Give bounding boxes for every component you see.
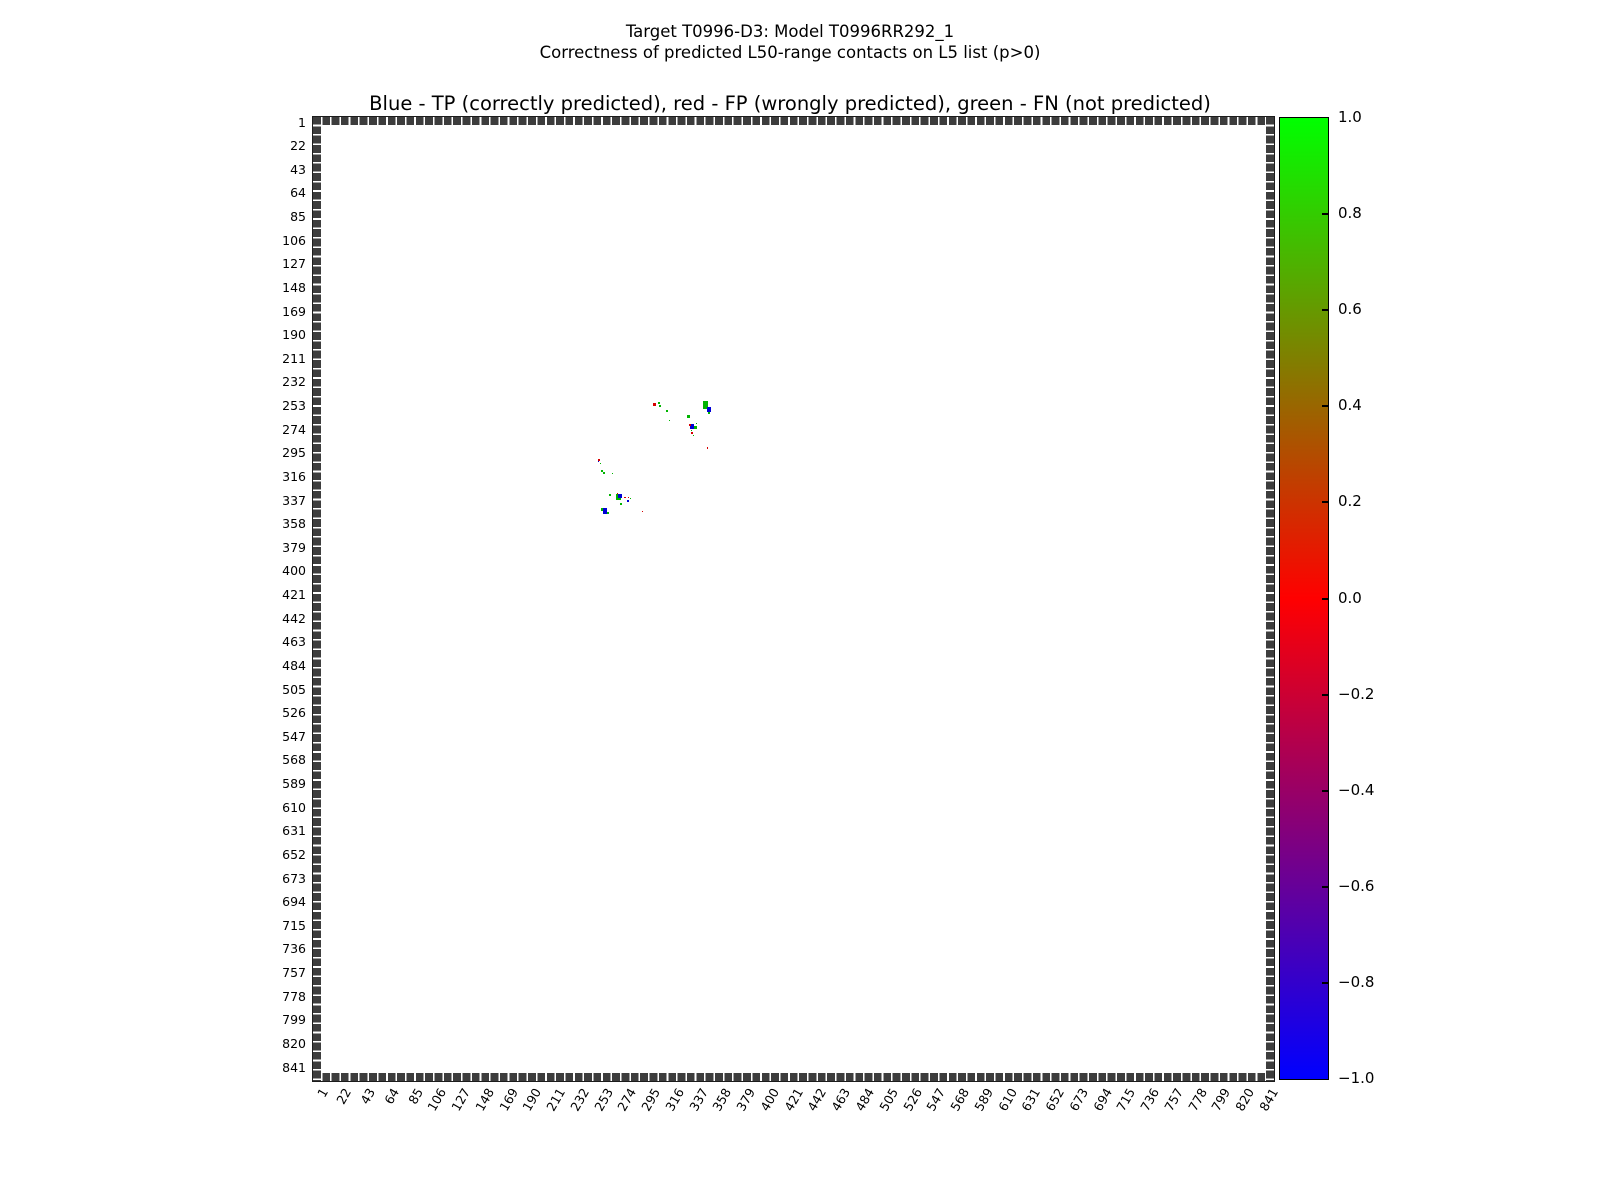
y-tick-label: 736 bbox=[282, 941, 306, 957]
contact-point-fp bbox=[642, 511, 643, 512]
y-tick-label: 64 bbox=[290, 185, 306, 201]
x-tick-label: 85 bbox=[404, 1085, 426, 1107]
x-tick-label: 127 bbox=[448, 1085, 474, 1114]
y-tick-label: 232 bbox=[282, 374, 306, 390]
x-tick-label: 337 bbox=[685, 1085, 711, 1114]
x-tick-label: 778 bbox=[1184, 1085, 1210, 1114]
colorbar-gradient bbox=[1280, 118, 1328, 1079]
colorbar-tick-label: −1.0 bbox=[1338, 1069, 1375, 1087]
colorbar-tick-label: −0.4 bbox=[1338, 780, 1375, 799]
x-tick-label: 442 bbox=[804, 1085, 830, 1114]
contact-point-tp bbox=[603, 508, 607, 514]
x-tick-label: 22 bbox=[333, 1085, 355, 1107]
colorbar bbox=[1279, 117, 1329, 1080]
contact-point-tp bbox=[627, 500, 629, 502]
y-tick-label: 652 bbox=[282, 846, 306, 862]
x-tick-label: 652 bbox=[1042, 1085, 1068, 1114]
y-tick-label: 400 bbox=[282, 563, 306, 579]
y-tick-label: 1 bbox=[298, 114, 306, 130]
y-tick-label: 778 bbox=[282, 988, 306, 1004]
x-tick-label: 190 bbox=[519, 1085, 545, 1114]
x-tick-label: 715 bbox=[1113, 1085, 1139, 1114]
contact-point-fp bbox=[689, 424, 691, 426]
contact-point-fn bbox=[687, 415, 690, 418]
contact-point-fn bbox=[694, 426, 697, 429]
x-tick-label: 274 bbox=[614, 1085, 640, 1114]
x-tick-label: 589 bbox=[971, 1085, 996, 1114]
contact-point-fn bbox=[691, 430, 692, 431]
x-tick-label: 358 bbox=[709, 1085, 735, 1114]
y-tick-label: 799 bbox=[282, 1012, 306, 1028]
colorbar-tick-mark bbox=[1322, 790, 1328, 792]
x-tick-label: 547 bbox=[923, 1085, 949, 1114]
y-tick-label: 316 bbox=[282, 468, 306, 484]
contact-point-fn bbox=[669, 420, 670, 421]
x-tick-label: 211 bbox=[543, 1085, 569, 1114]
contact-point-fp bbox=[624, 497, 626, 498]
x-tick-label: 841 bbox=[1256, 1085, 1282, 1114]
x-tick-label: 757 bbox=[1161, 1085, 1187, 1114]
colorbar-tick-label: 1.0 bbox=[1338, 108, 1362, 126]
x-tick-label: 526 bbox=[899, 1085, 925, 1114]
y-tick-label: 148 bbox=[282, 279, 306, 295]
contact-point-fn bbox=[620, 503, 622, 505]
y-tick-label: 526 bbox=[282, 705, 306, 721]
y-tick-label: 421 bbox=[282, 587, 306, 602]
x-tick-label: 379 bbox=[733, 1085, 759, 1114]
y-tick-label: 274 bbox=[282, 421, 306, 437]
y-tick-label: 505 bbox=[282, 681, 306, 697]
y-tick-label: 841 bbox=[282, 1059, 306, 1075]
contact-point-fn bbox=[708, 412, 710, 414]
y-tick-label: 631 bbox=[282, 823, 306, 839]
x-tick-label: 673 bbox=[1066, 1085, 1091, 1114]
colorbar-tick-label: 0.6 bbox=[1338, 300, 1362, 319]
contact-point-fn bbox=[693, 435, 694, 436]
y-tick-label: 211 bbox=[282, 350, 306, 366]
y-tick-label: 484 bbox=[282, 657, 306, 673]
y-tick-label: 694 bbox=[282, 894, 306, 910]
y-tick-label: 442 bbox=[282, 610, 306, 626]
colorbar-tick-label: −0.6 bbox=[1338, 876, 1375, 895]
contact-point-fn bbox=[607, 512, 609, 514]
x-tick-label: 43 bbox=[357, 1085, 379, 1107]
x-tick-label: 799 bbox=[1208, 1085, 1234, 1114]
y-tick-label: 253 bbox=[282, 398, 306, 413]
figure-title-line1: Target T0996-D3: Model T0996RR292_1 bbox=[625, 22, 955, 41]
contact-point-fn bbox=[609, 494, 611, 496]
colorbar-tick-mark bbox=[1322, 309, 1328, 311]
x-tick-label: 736 bbox=[1137, 1085, 1163, 1114]
colorbar-tick-mark bbox=[1322, 501, 1328, 503]
colorbar-tick-label: −0.8 bbox=[1338, 972, 1375, 991]
contact-point-fp bbox=[628, 497, 629, 498]
y-tick-label: 673 bbox=[282, 870, 306, 886]
y-tick-label: 463 bbox=[282, 634, 306, 650]
contact-point-tp bbox=[598, 461, 599, 462]
y-tick-label: 610 bbox=[282, 799, 306, 815]
contact-point-fp bbox=[598, 459, 600, 461]
colorbar-tick-mark bbox=[1322, 213, 1328, 215]
contact-point-fn bbox=[603, 472, 605, 474]
contact-point-fp bbox=[617, 493, 618, 494]
figure-title-line2: Correctness of predicted L50-range contacts on L5 list (p>0) bbox=[539, 43, 1041, 62]
y-tick-label: 106 bbox=[282, 232, 306, 248]
x-tick-label: 421 bbox=[780, 1085, 806, 1114]
figure-title bbox=[250, 21, 1330, 63]
x-tick-label: 148 bbox=[472, 1085, 497, 1114]
contact-point-fn bbox=[658, 402, 660, 404]
x-tick-label: 232 bbox=[567, 1085, 592, 1114]
y-tick-label: 547 bbox=[282, 728, 306, 744]
y-tick-label: 379 bbox=[282, 539, 306, 555]
contact-map-plot bbox=[312, 116, 1275, 1082]
colorbar-tick-label: 0.0 bbox=[1338, 588, 1362, 607]
x-tick-label: 463 bbox=[828, 1085, 854, 1114]
colorbar-tick-label: 0.8 bbox=[1338, 204, 1362, 223]
y-tick-label: 190 bbox=[282, 327, 306, 343]
colorbar-tick-mark bbox=[1322, 886, 1328, 888]
x-tick-label: 1 bbox=[313, 1085, 331, 1100]
y-tick-label: 757 bbox=[282, 965, 306, 980]
contact-point-tp bbox=[618, 494, 622, 498]
y-tick-label: 127 bbox=[282, 256, 306, 272]
contact-point-fn bbox=[612, 473, 613, 474]
x-tick-label: 694 bbox=[1089, 1085, 1115, 1114]
x-tick-label: 820 bbox=[1232, 1085, 1258, 1114]
contact-point-fn bbox=[600, 463, 601, 464]
colorbar-tick-label: 0.2 bbox=[1338, 492, 1362, 511]
x-tick-label: 64 bbox=[380, 1085, 402, 1107]
x-tick-label: 316 bbox=[662, 1085, 688, 1114]
y-tick-label: 337 bbox=[282, 492, 306, 508]
y-tick-label: 589 bbox=[282, 776, 306, 791]
x-tick-label: 610 bbox=[994, 1085, 1020, 1114]
x-tick-label: 169 bbox=[495, 1085, 521, 1114]
x-tick-label: 253 bbox=[590, 1085, 616, 1114]
y-tick-label: 715 bbox=[282, 917, 306, 933]
contact-point-fn bbox=[659, 405, 661, 407]
x-tick-label: 484 bbox=[852, 1085, 878, 1114]
y-tick-label: 85 bbox=[290, 209, 306, 224]
contact-points-layer bbox=[313, 117, 1274, 1081]
contact-point-fn bbox=[666, 410, 668, 412]
contact-point-tp bbox=[707, 407, 711, 412]
colorbar-tick-mark bbox=[1322, 405, 1328, 407]
colorbar-tick-mark bbox=[1322, 694, 1328, 696]
y-tick-label: 22 bbox=[290, 138, 306, 154]
y-tick-label: 295 bbox=[282, 445, 306, 461]
colorbar-tick-mark bbox=[1322, 598, 1328, 600]
contact-point-fp bbox=[653, 403, 656, 406]
x-tick-label: 568 bbox=[947, 1085, 973, 1114]
y-tick-label: 43 bbox=[290, 161, 306, 177]
x-tick-label: 631 bbox=[1018, 1085, 1044, 1114]
colorbar-tick-label: −0.2 bbox=[1338, 684, 1375, 703]
y-tick-label: 169 bbox=[282, 303, 306, 319]
contact-point-fp bbox=[707, 447, 708, 449]
colorbar-tick-label: 0.4 bbox=[1338, 396, 1362, 415]
x-tick-label: 400 bbox=[757, 1085, 783, 1114]
y-tick-label: 358 bbox=[282, 516, 306, 532]
colorbar-tick-mark bbox=[1322, 982, 1328, 984]
x-tick-label: 505 bbox=[875, 1085, 901, 1114]
y-tick-label: 820 bbox=[282, 1035, 306, 1051]
contact-point-fp bbox=[691, 432, 693, 434]
y-tick-label: 568 bbox=[282, 752, 306, 768]
axes-title-legend: Blue - TP (correctly predicted), red - FP (wrongly predicted), green - FN (not predicted) bbox=[369, 92, 1211, 115]
x-tick-label: 106 bbox=[424, 1085, 450, 1114]
x-tick-label: 295 bbox=[638, 1085, 664, 1114]
contact-point-fn bbox=[630, 498, 631, 499]
contact-point-fn bbox=[696, 423, 697, 424]
